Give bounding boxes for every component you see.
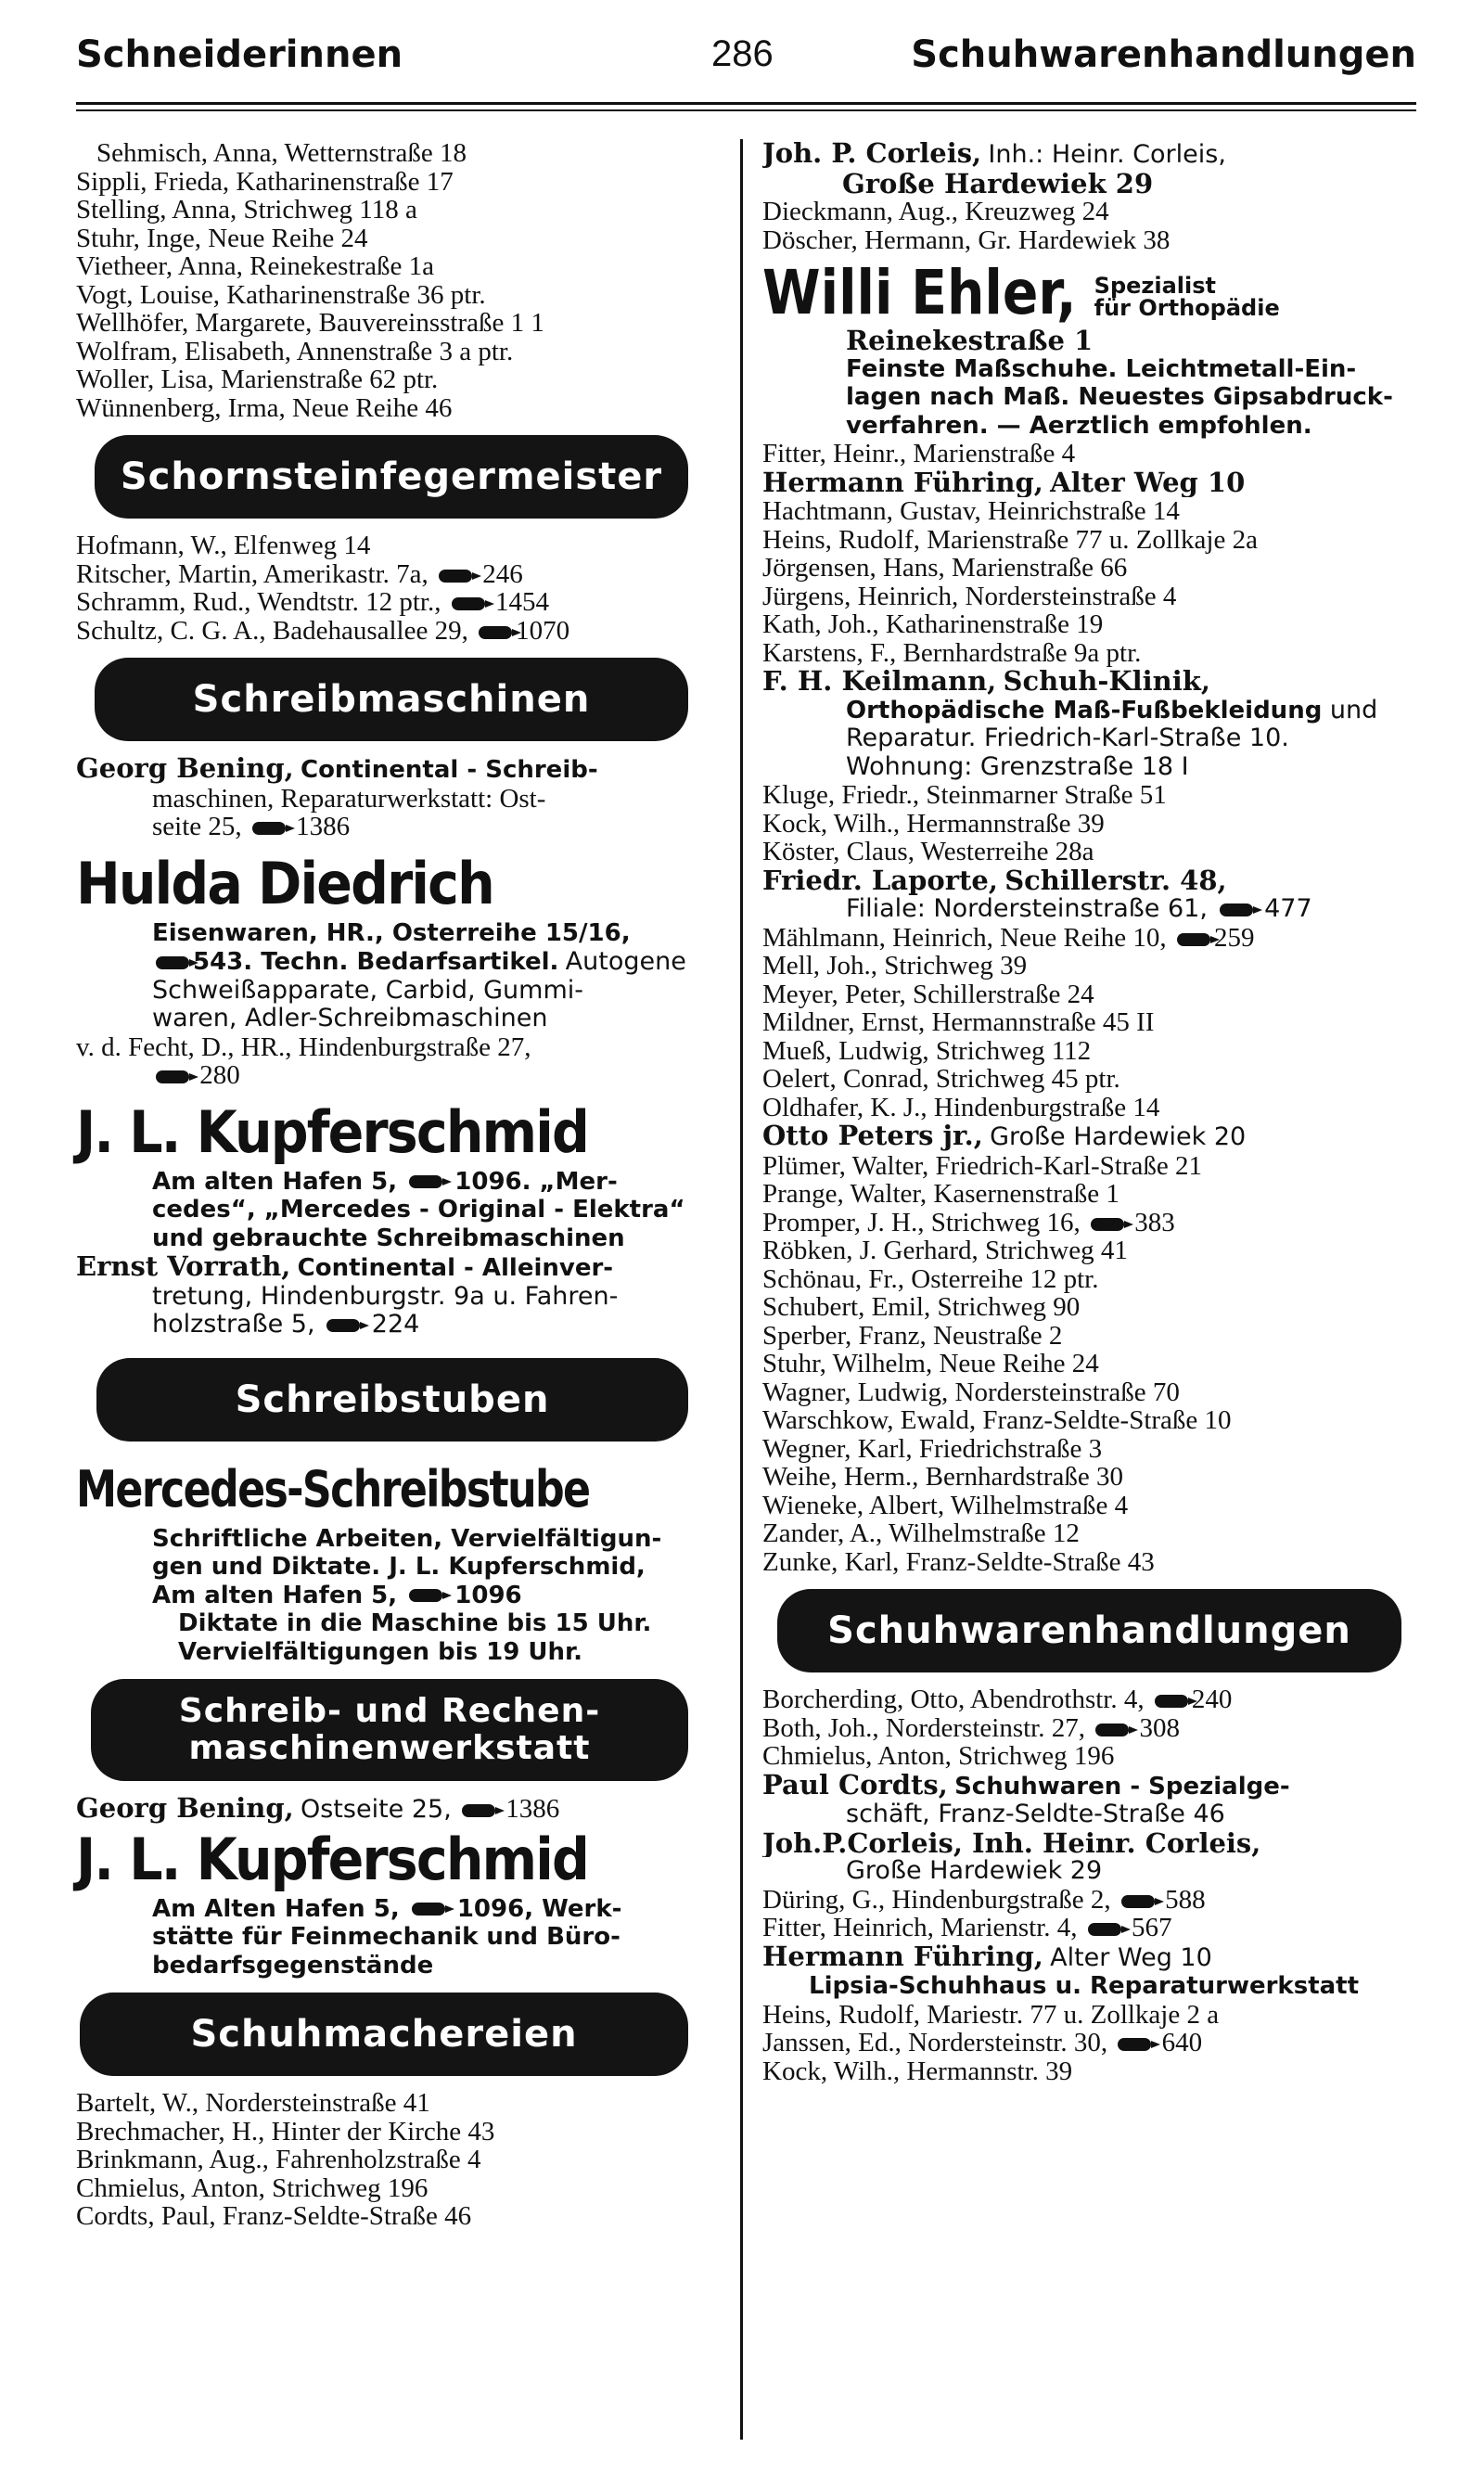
list-item: Schramm, Rud., Wendtstr. 12 ptr., 1454 (76, 588, 549, 617)
list-item: Sperber, Franz, Neustraße 2 (762, 1321, 1063, 1350)
list-group (762, 2001, 1416, 2086)
telephone-icon (1091, 1218, 1124, 1231)
list-group (762, 497, 1416, 667)
display-ad-diedrich: Hulda Diedrich (76, 849, 493, 917)
list-item: Wellhöfer, Margarete, Bauvereinsstraße 1 1 (76, 309, 544, 338)
telephone-icon (156, 956, 189, 969)
listing-bening-2: Georg Bening, Ostseite 25, 1386 (76, 1794, 560, 1824)
telephone-icon (452, 597, 485, 610)
telephone-icon (439, 570, 472, 583)
list-item: Karstens, F., Bernhardstraße 9a ptr. (762, 638, 1142, 667)
list-item: Heins, Rudolf, Marienstraße 77 u. Zollkaje 2a (762, 525, 1258, 554)
telephone-icon (252, 822, 286, 835)
display-ad-kupferschmid: J. L. Kupferschmid (76, 1097, 588, 1166)
list-group (762, 1886, 1416, 1942)
listing-ehler: Reinekestraße 1 Feinste Maßschuhe. Leichtmetall-Ein- lagen nach Maß. Neuestes Gipsabdruck- verfahren. — Aerztlich empfohlen. (846, 327, 1393, 440)
telephone-icon (1155, 1695, 1188, 1708)
listing-diedrich: Eisenwaren, HR., Osterreihe 15/16, 543. Techn. Bedarfsartikel. Autogene Schweißapparate, Carbid, Gummi- waren, Adler-Schreibmaschinen (152, 918, 686, 1032)
display-ad-kupferschmid-2: J. L. Kupferschmid (76, 1825, 588, 1893)
list-item: Jürgens, Heinrich, Nordersteinstraße 4 (762, 582, 1177, 610)
list-item: Mueß, Ludwig, Strichweg 112 (762, 1036, 1092, 1065)
telephone-icon (326, 1319, 360, 1332)
list-group (762, 781, 1416, 866)
list-item: Cordts, Paul, Franz-Seldte-Straße 46 (76, 2202, 472, 2231)
list-item: Woller, Lisa, Marienstraße 62 ptr. (76, 365, 439, 394)
list-item: Prange, Walter, Kasernenstraße 1 (762, 1180, 1119, 1209)
listing-cordts: Paul Cordts, Schuhwaren - Spezialge- schäft, Franz-Seldte-Straße 46 (762, 1770, 1290, 1828)
list-item: Warschkow, Ewald, Franz-Seldte-Straße 10 (762, 1406, 1232, 1435)
list-item: Wagner, Ludwig, Nordersteinstraße 70 (762, 1378, 1180, 1406)
list-item: Heins, Rudolf, Mariestr. 77 u. Zollkaje 2 a (762, 2000, 1220, 2029)
list-item: Döscher, Hermann, Gr. Hardewiek 38 (762, 225, 1171, 254)
listing-fuehring-2: Hermann Führing, Alter Weg 10 Lipsia-Schuhhaus u. Reparaturwerkstatt (762, 1941, 1360, 2000)
list-item: Kock, Wilh., Hermannstraße 39 (762, 809, 1105, 838)
list-item: Schultz, C. G. A., Badehausallee 29, 1070 (76, 616, 570, 645)
list-item: Brinkmann, Aug., Fahrenholzstraße 4 (76, 2146, 481, 2174)
section-banner-schuhmachereien: Schuhmachereien (80, 1993, 688, 2076)
list-item: Brechmacher, H., Hinter der Kirche 43 (76, 2117, 495, 2146)
telephone-icon (462, 1804, 495, 1817)
listing-vorrath: Ernst Vorrath, Continental - Alleinver- tretung, Hindenburgstr. 9a u. Fahren- holzstraße 5, 224 (76, 1252, 619, 1339)
list-item: Zander, A., Wilhelmstraße 12 (762, 1519, 1080, 1548)
page-number: 286 (711, 33, 774, 74)
listing-fecht: v. d. Fecht, D., HR., Hindenburgstraße 27, 280 (76, 1032, 531, 1090)
section-banner-schreibmaschinenwerkstatt: Schreib- und Rechen- maschinenwerkstatt (91, 1679, 688, 1781)
telephone-icon (1095, 1724, 1129, 1736)
company-name: Ernst Vorrath, (76, 1252, 291, 1282)
list-item: Sippli, Frieda, Katharinenstraße 17 (76, 167, 454, 196)
list-item: Stuhr, Wilhelm, Neue Reihe 24 (762, 1350, 1099, 1378)
list-item: Kluge, Friedr., Steinmarner Straße 51 (762, 781, 1167, 810)
list-item: Meyer, Peter, Schillerstraße 24 (762, 980, 1094, 1008)
list-item: Mählmann, Heinrich, Neue Reihe 10, 259 (762, 923, 1255, 952)
list-item: Schubert, Emil, Strichweg 90 (762, 1293, 1081, 1322)
section-banner-schreibstuben: Schreibstuben (96, 1358, 688, 1442)
list-item: Plümer, Walter, Friedrich-Karl-Straße 21 (762, 1151, 1202, 1180)
list-item: Wegner, Karl, Friedrichstraße 3 (762, 1434, 1103, 1463)
section-banner-schornsteinfeger: Schornsteinfegermeister (95, 435, 688, 519)
section-banner-schuhwarenhandlungen: Schuhwarenhandlungen (777, 1589, 1401, 1672)
list-item: Wieneke, Albert, Wilhelmstraße 4 (762, 1491, 1129, 1519)
list-item: Köster, Claus, Westerreihe 28a (762, 838, 1094, 866)
running-head-left: Schneiderinnen (76, 33, 403, 76)
telephone-icon (1121, 1895, 1155, 1908)
listing-fuehring: Hermann Führing, Alter Weg 10 (762, 468, 1246, 497)
telephone-icon (1118, 2038, 1151, 2051)
left-column (76, 139, 725, 2231)
list-item: Bartelt, W., Nordersteinstraße 41 (76, 2089, 430, 2118)
list-item: Mildner, Ernst, Hermannstraße 45 II (762, 1008, 1155, 1037)
listing-corleis-2: Joh.P.Corleis, Inh. Heinr. Corleis, Große Hardewiek 29 (762, 1828, 1261, 1885)
list-item: Wünnenberg, Irma, Neue Reihe 46 (76, 393, 453, 422)
list-item: Janssen, Ed., Nordersteinstr. 30, 640 (762, 2029, 1203, 2057)
list-item: Promper, J. H., Strichweg 16, 383 (762, 1208, 1175, 1237)
telephone-icon (409, 1175, 442, 1188)
list-item: Mell, Joh., Strichweg 39 (762, 952, 1028, 980)
list-item: Dieckmann, Aug., Kreuzweg 24 (762, 198, 1109, 226)
list-item: Vogt, Louise, Katharinenstraße 36 ptr. (76, 280, 486, 309)
list-item: Kath, Joh., Katharinenstraße 19 (762, 610, 1104, 639)
list-item: Vietheer, Anna, Reinekestraße 1a (76, 252, 435, 281)
list-item: Stelling, Anna, Strichweg 118 a (76, 196, 417, 224)
telephone-icon (409, 1589, 442, 1602)
column-divider (740, 139, 743, 2440)
listing-peters: Otto Peters jr., Große Hardewiek 20 (762, 1121, 1247, 1151)
list-item: Oldhafer, K. J., Hindenburgstraße 14 (762, 1093, 1160, 1121)
list-item: Jörgensen, Hans, Marienstraße 66 (762, 554, 1128, 583)
display-ad-ehler: Willi Ehler, Spezialist für Orthopädie (762, 257, 1280, 328)
right-column (762, 139, 1416, 2085)
display-ad-mercedes: Mercedes-Schreibstube (76, 1459, 590, 1519)
listing-kupferschmid: Am alten Hafen 5, 1096. „Mer- cedes“, „Mercedes - Original - Elektra“ und gebrauchte Schreibmaschinen (152, 1167, 685, 1252)
page-header (76, 33, 1416, 89)
telephone-icon (1177, 933, 1210, 946)
list-item: Düring, G., Hindenburgstraße 2, 588 (762, 1885, 1206, 1914)
schuhmacher-list (76, 2089, 725, 2231)
list-item: Fitter, Heinr., Marienstraße 4 (762, 440, 1076, 468)
list-item: Fitter, Heinrich, Marienstr. 4, 567 (762, 1914, 1172, 1942)
list-item: Oelert, Conrad, Strichweg 45 ptr. (762, 1065, 1120, 1094)
listing-corleis: Joh. P. Corleis, Inh.: Heinr. Corleis, Große Hardewiek 29 (762, 139, 1226, 198)
listing-kupferschmid-2: Am Alten Hafen 5, 1096, Werk- stätte für Feinmechanik und Büro- bedarfsgegenstände (152, 1894, 622, 1980)
list-item: Weihe, Herm., Bernhardstraße 30 (762, 1463, 1124, 1492)
list-item: Schönau, Fr., Osterreihe 12 ptr. (762, 1264, 1099, 1293)
telephone-icon (412, 1903, 445, 1916)
listing-laporte: Friedr. Laporte, Schillerstr. 48, Filiale: Nordersteinstraße 61, 477 (762, 865, 1312, 923)
list-group (762, 1152, 1416, 1577)
list-group (762, 924, 1416, 1122)
company-name: Georg Bening, (76, 754, 294, 784)
listing-bening: Georg Bening, Continental - Schreib- maschinen, Reparaturwerkstatt: Ost- seite 25, 1386 (76, 754, 598, 841)
schornstein-list (76, 532, 725, 645)
schneiderinnen-list (76, 139, 725, 422)
header-rule (76, 102, 1416, 105)
list-item: Both, Joh., Nordersteinstr. 27, 308 (762, 1713, 1180, 1742)
listing-mercedes: Schriftliche Arbeiten, Vervielfältigun- gen und Diktate. J. L. Kupferschmid, Am alten Hafen 5, 1096 Diktate in die Maschine bis 15 Uhr. Vervielfältigungen bis 19 Uhr. (152, 1524, 662, 1666)
list-item: Hofmann, W., Elfenweg 14 (76, 532, 371, 560)
list-item: Hachtmann, Gustav, Heinrichstraße 14 (762, 497, 1180, 526)
list-item: Sehmisch, Anna, Wetternstraße 18 (96, 139, 467, 168)
list-item: Zunke, Karl, Franz-Seldte-Straße 43 (762, 1547, 1155, 1576)
list-item: Wolfram, Elisabeth, Annenstraße 3 a ptr. (76, 337, 514, 365)
telephone-icon (1220, 903, 1253, 916)
list-item: Chmielus, Anton, Strichweg 196 (76, 2173, 429, 2202)
section-banner-schreibmaschinen: Schreibmaschinen (95, 658, 688, 741)
telephone-icon (479, 626, 512, 639)
listing-keilmann: F. H. Keilmann, Schuh-Klinik, Orthopädische Maß-Fußbekleidung und Reparatur. Friedrich-Karl-Straße 10. Wohnung: Grenzstraße 18 I (762, 667, 1378, 781)
list-item: Borcherding, Otto, Abendrothstr. 4, 240 (762, 1685, 1233, 1714)
telephone-icon (156, 1070, 189, 1083)
list-item: Stuhr, Inge, Neue Reihe 24 (76, 224, 368, 252)
list-group (762, 1685, 1416, 1771)
list-item: Chmielus, Anton, Strichweg 196 (762, 1742, 1115, 1771)
list-item: Röbken, J. Gerhard, Strichweg 41 (762, 1237, 1128, 1265)
list-item: Ritscher, Martin, Amerikastr. 7a, 246 (76, 559, 523, 588)
running-head-right: Schuhwarenhandlungen (911, 33, 1416, 76)
telephone-icon (1088, 1923, 1121, 1936)
list-item: Kock, Wilh., Hermannstr. 39 (762, 2057, 1073, 2085)
header-rule-thin (76, 109, 1416, 111)
